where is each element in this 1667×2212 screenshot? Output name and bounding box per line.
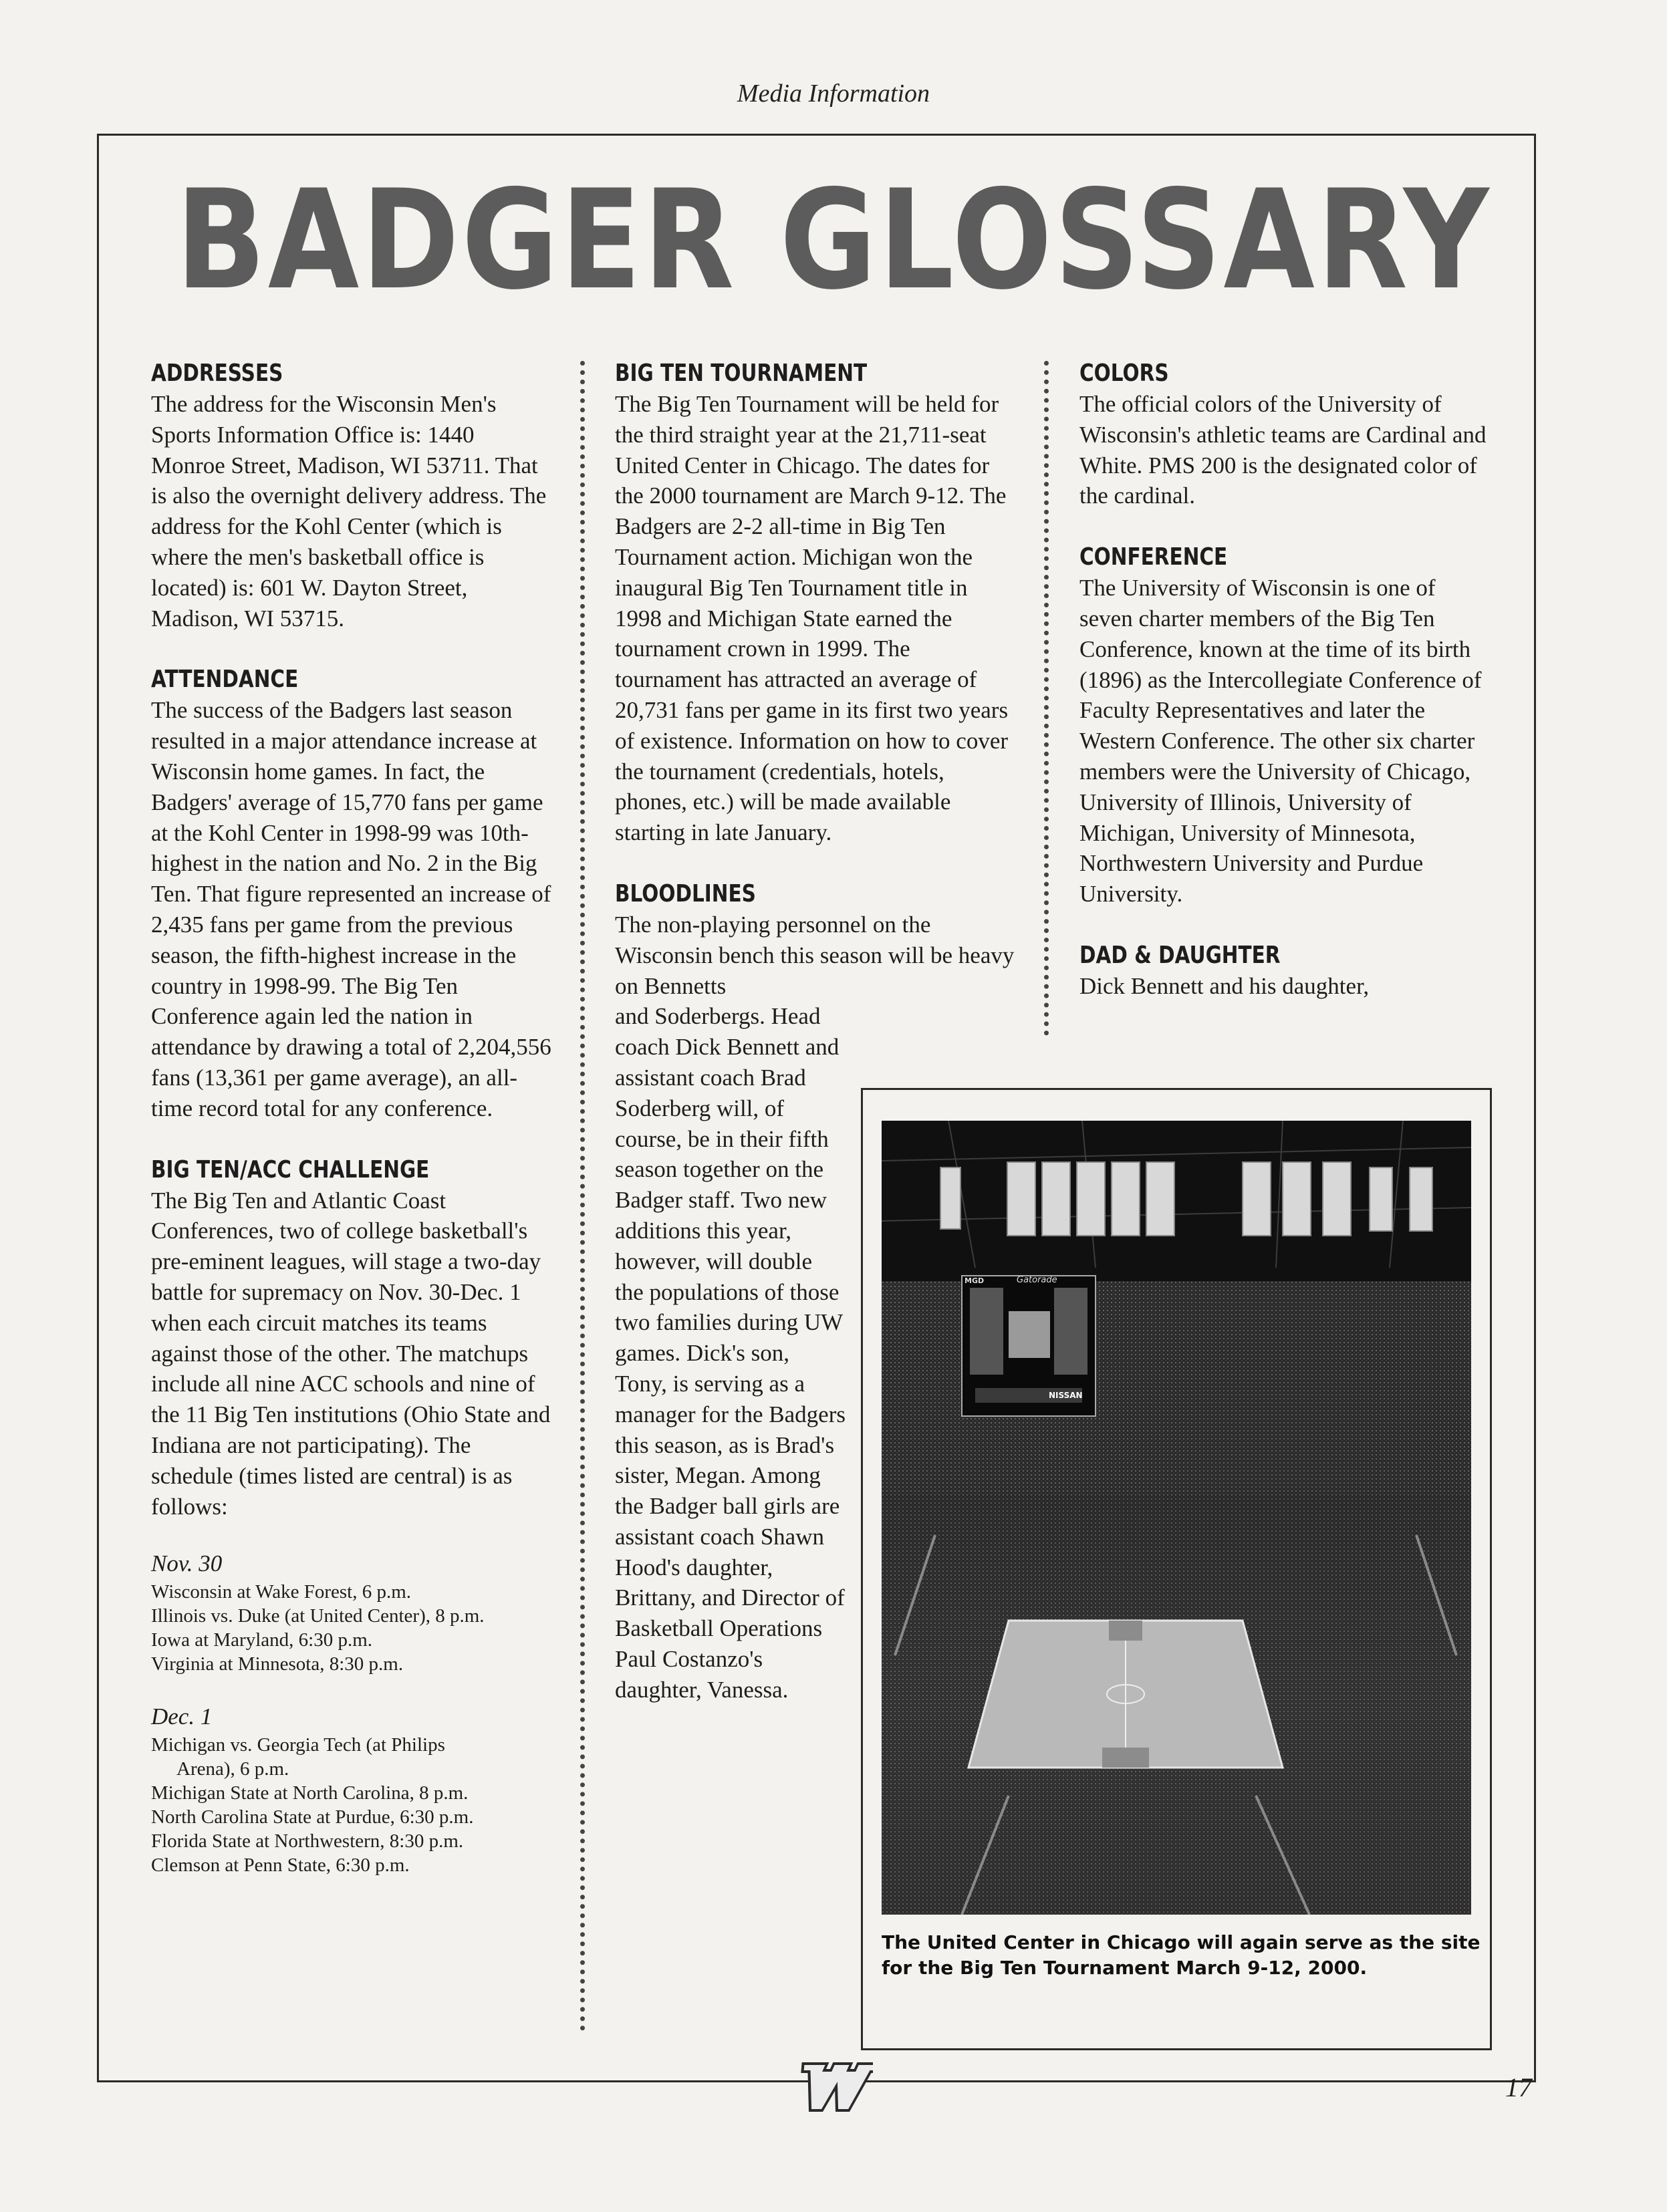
glossary-entry-colors	[1079, 358, 1494, 511]
arena-illustration	[882, 1121, 1471, 1915]
entry-body: The Big Ten Tournament will be held for the third straight year at the 21,711-seat United Center in Chicago. The dates for the 2000 tournament are March 9-12. The Badgers are 2-2 all-time in Big Ten Tournament action. Michigan won the inaugural Big Ten Tournament title in 1998 and Michigan State earned the tournament crown in 1999. The tournament has attracted an average of 20,731 fans per game in its first two years of existence. Information on how to cover the tournament (credentials, hotels, phones, etc.) will be made available starting in late January.	[615, 391, 1009, 846]
entry-body: The official colors of the University of Wisconsin's athletic teams are Cardinal and White. PMS 200 is the designated color of the cardinal.	[1079, 391, 1487, 509]
schedule-game: Michigan vs. Georgia Tech (at Philips	[151, 1734, 445, 1756]
column-divider	[1044, 361, 1049, 1036]
schedule-date: Dec. 1	[151, 1703, 213, 1730]
schedule-game: Wisconsin at Wake Forest, 6 p.m.	[151, 1581, 412, 1603]
schedule-game: Illinois vs. Duke (at United Center), 8 p.m.	[151, 1605, 485, 1627]
motion-w-logo	[794, 2057, 873, 2117]
entry-body: The success of the Badgers last season resulted in a major attendance increase at Wisconsin home games. In fact, the Badgers' average of 15,770 fans per game at the Kohl Center in 1998-99 was 10th-highest in the nation and No. 2 in the Big Ten. That figure represented an increase of 2,435 fans per game from the previous season, the fifth-highest increase in the country in 1998-99. The Big Ten Conference again led the nation in attendance by drawing a total of 2,204,556 fans (13,361 per game average), an all-time record total for any conference.	[151, 697, 551, 1121]
schedule-game: Clemson at Penn State, 6:30 p.m.	[151, 1854, 410, 1877]
schedule-date: Nov. 30	[151, 1550, 223, 1577]
photo-box	[861, 1088, 1492, 2050]
glossary-entry-addresses	[151, 358, 552, 634]
glossary-entry-tournament	[615, 358, 1016, 848]
entry-heading: CONFERENCE	[1079, 543, 1228, 571]
entry-heading: BIG TEN TOURNAMENT	[615, 360, 868, 387]
entry-body: The address for the Wisconsin Men's Sports Information Office is: 1440 Monroe Street, Madison, WI 53711. That is also the overnight delivery address. The address for the Kohl Center (which is where the men's basketball office is located) is: 601 W. Dayton Street, Madison, WI 53715.	[151, 391, 547, 632]
page-title: BADGER GLOSSARY	[176, 161, 1491, 320]
sponsor-sign: Gatorade	[1017, 1275, 1057, 1285]
glossary-entry-dad-daughter	[1079, 940, 1494, 1002]
running-header: Media Information	[737, 80, 930, 108]
glossary-entry-conference	[1079, 542, 1494, 910]
schedule-day	[151, 1701, 552, 1877]
nissan-sign: NISSAN	[1049, 1391, 1083, 1400]
schedule-day	[151, 1548, 552, 1676]
challenge-schedule	[151, 1548, 552, 1877]
entry-heading: DAD & DAUGHTER	[1079, 941, 1281, 969]
page-number: 17	[1505, 2072, 1532, 2102]
entry-heading: BIG TEN/ACC CHALLENGE	[151, 1155, 430, 1184]
glossary-column-3	[1079, 358, 1494, 1032]
schedule-game: Iowa at Maryland, 6:30 p.m.	[151, 1629, 373, 1651]
schedule-game: North Carolina State at Purdue, 6:30 p.m.	[151, 1806, 474, 1828]
entry-body: The Big Ten and Atlantic Coast Conferences, two of college basketball's pre-eminent leagues, will stage a two-day battle for supremacy on Nov. 30-Dec. 1 when each circuit matches its teams against those of the other. The matchups include all nine ACC schools and nine of the 11 Big Ten institutions (Ohio State and Indiana are not participating). The schedule (times listed are central) is as follows:	[151, 1187, 551, 1520]
entry-body-continued: and Soderbergs. Head coach Dick Bennett and assistant coach Brad Soderberg will, of course, be in their fifth season together on the Badger staff. Two new additions this year, however, will double the populations of those two families during UW games. Dick's son, Tony, is serving as a manager for the Badgers this season, as is Brad's sister, Megan. Among the Badger ball girls are assistant coach Shawn Hood's daughter, Brittany, and Director of Basketball Operations Paul Costanzo's daughter, Vanessa.	[615, 1003, 846, 1703]
scoreboard	[962, 1275, 1096, 1416]
glossary-entry-attendance	[151, 664, 552, 1123]
entry-body: The University of Wisconsin is one of seven charter members of the Big Ten Conference, known at the time of its birth (1896) as the Intercollegiate Conference of Faculty Representatives and later the Western Conference. The other six charter members were the University of Chicago, University of Illinois, University of Michigan, University of Minnesota, Northwestern University and Purdue University.	[1079, 575, 1482, 908]
schedule-game: Arena), 6 p.m.	[176, 1758, 289, 1780]
glossary-entry-challenge	[151, 1155, 552, 1878]
entry-heading: BLOODLINES	[615, 879, 756, 908]
column-divider	[580, 361, 585, 2032]
entry-body: The non-playing personnel on the Wisconsin bench this season will be heavy on Bennetts	[615, 911, 1015, 999]
scoreboard-sign: MGD	[965, 1276, 985, 1285]
schedule-game: Michigan State at North Carolina, 8 p.m.	[151, 1782, 469, 1804]
entry-body: Dick Bennett and his daughter,	[1079, 972, 1370, 999]
entry-heading: ATTENDANCE	[151, 666, 299, 694]
schedule-game: Florida State at Northwestern, 8:30 p.m.	[151, 1830, 464, 1852]
photo-caption: The United Center in Chicago will again serve as the site for the Big Ten Tournament March 9-12, 2000.	[882, 1931, 1481, 1979]
entry-heading: ADDRESSES	[151, 360, 283, 387]
glossary-column-1	[151, 358, 552, 1908]
arena-photo	[882, 1121, 1471, 1915]
entry-heading: COLORS	[1079, 360, 1169, 387]
basketball-court	[969, 1621, 1283, 1768]
schedule-game: Virginia at Minnesota, 8:30 p.m.	[151, 1653, 404, 1675]
